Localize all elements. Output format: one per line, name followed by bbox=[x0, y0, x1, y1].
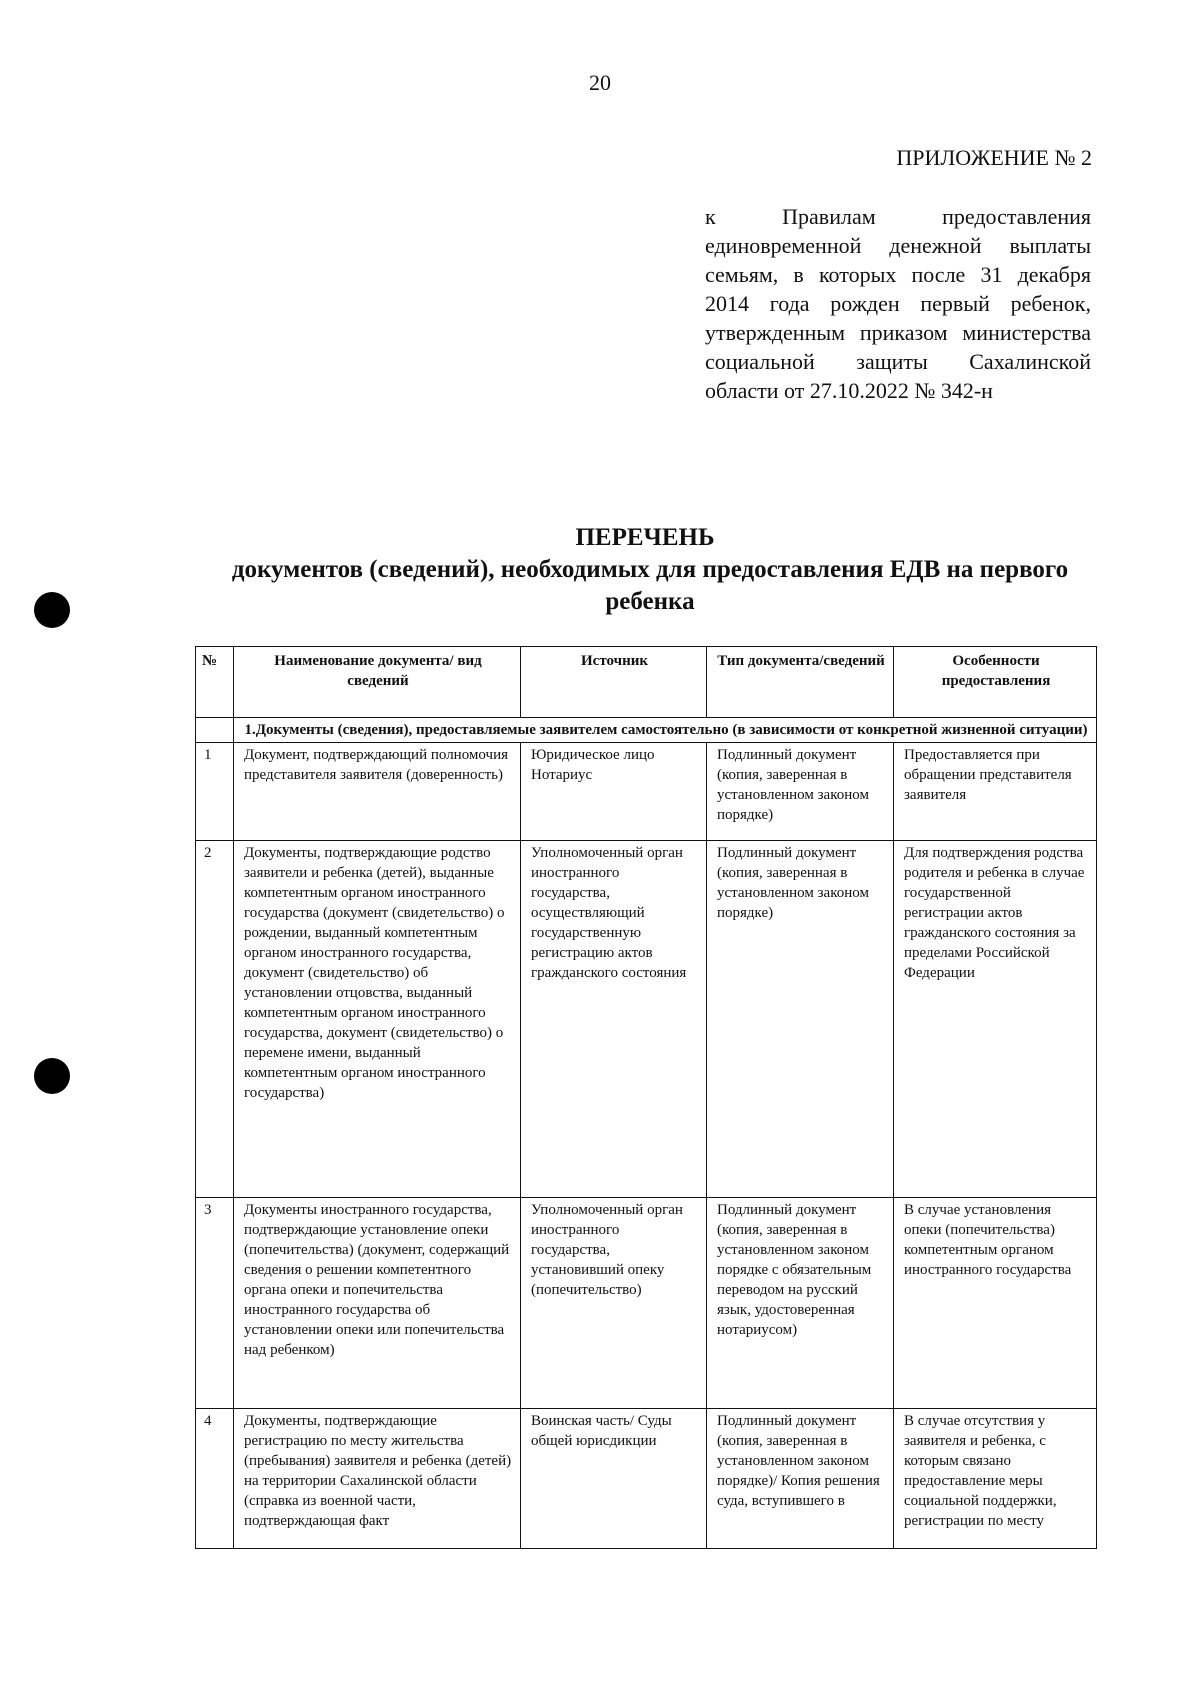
row-features: Предоставляется при обращении представителя заявителя bbox=[894, 743, 1097, 841]
row-num: 2 bbox=[196, 841, 234, 1198]
row-type: Подлинный документ (копия, заверенная в установленном законом порядке) bbox=[707, 841, 894, 1198]
page-number: 20 bbox=[589, 70, 611, 95]
title-subheading: документов (сведений), необходимых для предоставления ЕДВ на первого ребенка bbox=[231, 556, 1069, 615]
row-name: Документы, подтверждающие регистрацию по месту жительства (пребывания) заявителя и ребенка (детей) на территории Сахалинской области (справка из военной части, подтверждающая факт bbox=[234, 1409, 521, 1549]
row-features: В случае установления опеки (попечительства) компетентным органом иностранного государства bbox=[894, 1198, 1097, 1409]
row-source: Уполномоченный орган иностранного государства, установивший опеку (попечительство) bbox=[521, 1198, 707, 1409]
row-source: Юридическое лицо Нотариус bbox=[521, 743, 707, 841]
row-source: Воинская часть/ Суды общей юрисдикции bbox=[521, 1409, 707, 1549]
table-header-row bbox=[196, 647, 1097, 718]
appendix-title: ПРИЛОЖЕНИЕ № 2 bbox=[896, 145, 1092, 170]
title-heading: ПЕРЕЧЕНЬ bbox=[575, 524, 715, 551]
row-name: Документ, подтверждающий полномочия представителя заявителя (доверенность) bbox=[234, 743, 521, 841]
row-name: Документы иностранного государства, подтверждающие установление опеки (попечительства) (документ, содержащий сведения о решении компетентного органа опеки и попечительства иностранного государства об установлении опеки или попечительства над ребенком) bbox=[234, 1198, 521, 1409]
appendix-reference: к Правилам предоставления единовременной денежной выплаты семьям, в которых после 31 декабря 2014 года рожден первый ребенок, утвержденным приказом министерства социальной защиты Сахалинской области от 27.10.2022 № 342-н bbox=[705, 204, 1091, 403]
section-title: 1.Документы (сведения), предоставляемые заявителем самостоятельно (в зависимости от конкретной жизненной ситуации) bbox=[234, 718, 1097, 743]
header-type: Тип документа/сведений bbox=[707, 647, 894, 718]
header-source: Источник bbox=[521, 647, 707, 718]
row-source: Уполномоченный орган иностранного государства, осуществляющий государственную регистрацию актов гражданского состояния bbox=[521, 841, 707, 1198]
documents-table bbox=[195, 646, 1097, 1549]
table-row bbox=[196, 1409, 1097, 1549]
row-type: Подлинный документ (копия, заверенная в установленном законом порядке)/ Копия решения суда, вступившего в bbox=[707, 1409, 894, 1549]
table-row bbox=[196, 743, 1097, 841]
header-num: № bbox=[196, 647, 234, 718]
header-features: Особенности предоставления bbox=[894, 647, 1097, 718]
row-name: Документы, подтверждающие родство заявители и ребенка (детей), выданные компетентным органом иностранного государства (документ (свидетельство) о рождении, выданный компетентным органом иностранного государства, документ (свидетельство) об установлении отцовства, выданный компетентным органом иностранного государства, документ (свидетельство) о перемене имени, выданный компетентным органом иностранного государства) bbox=[234, 841, 521, 1198]
row-features: В случае отсутствия у заявителя и ребенка, с которым связано предоставление меры социальной поддержки, регистрации по месту bbox=[894, 1409, 1097, 1549]
row-num: 4 bbox=[196, 1409, 234, 1549]
document-title bbox=[0, 522, 1200, 618]
section-empty-cell bbox=[196, 718, 234, 743]
table-row bbox=[196, 1198, 1097, 1409]
punch-hole bbox=[34, 1058, 70, 1094]
row-type: Подлинный документ (копия, заверенная в установленном законом порядке с обязательным переводом на русский язык, удостоверенная нотариусом) bbox=[707, 1198, 894, 1409]
row-num: 3 bbox=[196, 1198, 234, 1409]
header-name: Наименование документа/ вид сведений bbox=[234, 647, 521, 718]
section-row bbox=[196, 718, 1097, 743]
row-features: Для подтверждения родства родителя и ребенка в случае государственной регистрации актов гражданского состояния за пределами Российской Федерации bbox=[894, 841, 1097, 1198]
table-row bbox=[196, 841, 1097, 1198]
row-type: Подлинный документ (копия, заверенная в установленном законом порядке) bbox=[707, 743, 894, 841]
row-num: 1 bbox=[196, 743, 234, 841]
